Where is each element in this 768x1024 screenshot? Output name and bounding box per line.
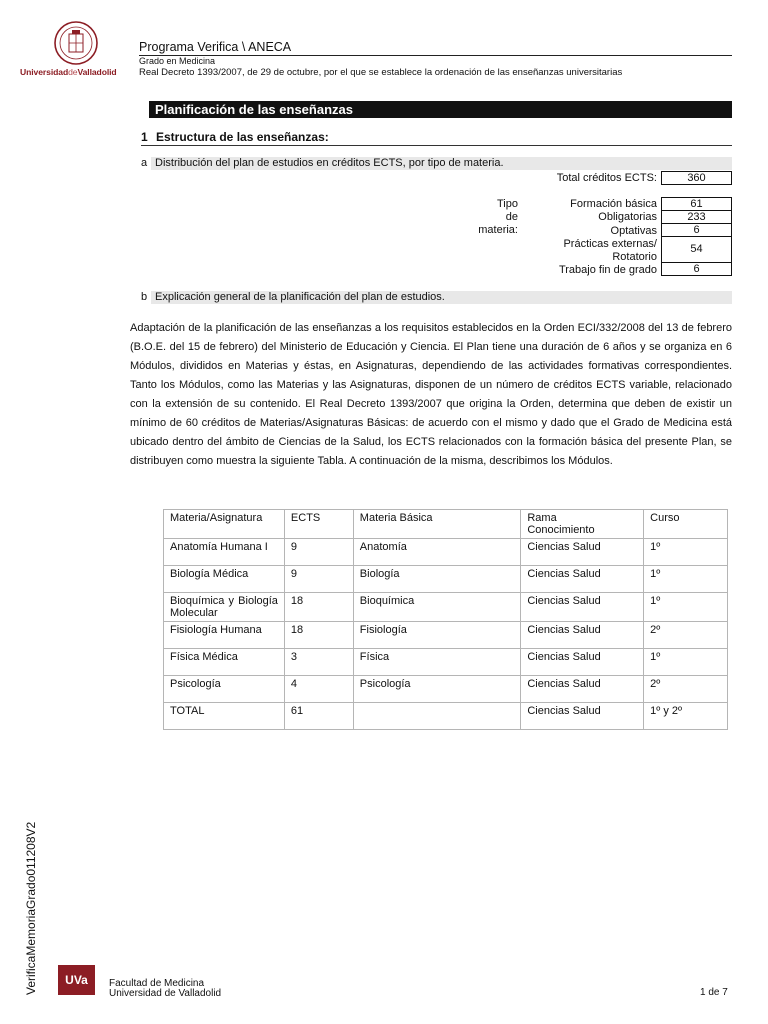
table-cell: TOTAL [164, 703, 285, 730]
footer-faculty: Facultad de Medicina [109, 978, 205, 989]
degree-name: Grado en Medicina [139, 56, 216, 66]
decree-text: Real Decreto 1393/2007, de 29 de octubre, por el que se establece la ordenación de las enseñanzas universitarias [139, 67, 623, 78]
table-cell: Fisiología [353, 622, 521, 649]
table-cell: Bioquímica y Biología Molecular [164, 593, 285, 622]
table-cell: Anatomía [353, 539, 521, 566]
table-cell: 1º [644, 593, 728, 622]
formacion-basica-label: Formación básica [570, 198, 657, 210]
table-cell: Psicología [353, 676, 521, 703]
subsection-b-title: Explicación general de la planificación del plan de estudios. [151, 291, 732, 304]
table-row [164, 649, 728, 676]
section-divider [141, 145, 732, 146]
table-cell: Bioquímica [353, 593, 521, 622]
program-title: Programa Verifica \ ANECA [139, 40, 292, 54]
table-cell: 9 [284, 566, 353, 593]
table-cell: Ciencias Salud [521, 622, 644, 649]
table-cell: Ciencias Salud [521, 593, 644, 622]
table-row [164, 593, 728, 622]
obligatorias-label: Obligatorias [598, 211, 657, 223]
total-credits-value: 360 [661, 171, 732, 185]
table-cell: 1º [644, 539, 728, 566]
total-credits-label: Total créditos ECTS: [556, 172, 657, 184]
subsection-b-letter: b [141, 291, 148, 303]
tipo-materia-label: Tipo de materia: [478, 198, 518, 236]
subsection-a-title: Distribución del plan de estudios en créditos ECTS, por tipo de materia. [151, 157, 732, 170]
table-cell [353, 703, 521, 730]
obligatorias-value: 233 [661, 210, 732, 224]
document-code-vertical: VerificaMemoriaGrado011208V2 [24, 821, 38, 995]
formacion-basica-value: 61 [661, 197, 732, 211]
table-cell: Ciencias Salud [521, 676, 644, 703]
table-header-row [164, 510, 728, 539]
practicas-label-line2: Rotatorio [612, 251, 657, 263]
table-cell: 18 [284, 622, 353, 649]
table-row [164, 676, 728, 703]
optativas-value: 6 [661, 223, 732, 237]
table-row [164, 622, 728, 649]
table-cell: Biología Médica [164, 566, 285, 593]
table-cell: Física [353, 649, 521, 676]
table-cell: Física Médica [164, 649, 285, 676]
practicas-label-line1: Prácticas externas/ [563, 238, 657, 250]
table-cell: 1º [644, 566, 728, 593]
table-header-cell: Curso [644, 510, 728, 539]
table-cell: Anatomía Humana I [164, 539, 285, 566]
table-cell: 61 [284, 703, 353, 730]
table-cell: Biología [353, 566, 521, 593]
subsection-a-letter: a [141, 157, 148, 169]
header-divider [139, 55, 732, 56]
section-number: 1 [141, 130, 148, 144]
trabajo-fin-value: 6 [661, 262, 732, 276]
table-total-row [164, 703, 728, 730]
table-cell: 1º [644, 649, 728, 676]
section-heading: Estructura de las enseñanzas: [156, 130, 329, 144]
table-header-cell: ECTS [284, 510, 353, 539]
table-cell: 1º y 2º [644, 703, 728, 730]
explanation-paragraph: Adaptación de la planificación de las enseñanzas a los requisitos establecidos en la Orden ECI/332/2008 del 13 de febrero (B.O.E. del 15 de febrero) del Ministerio de Educación y Ciencia. El Plan tiene una duración de 6 años y se organiza en 6 Módulos, divididos en Materias y éstas, en Asignaturas, dependiendo de las actividades formativas correspondientes. Tanto los Módulos, como las Materias y las Asignaturas, disponen de un número de créditos ECTS variable, relacionado con la extensión de su contenido. El Real Decreto 1393/2007 que origina la Orden, determina que deben de existir un mínimo de 60 créditos de Materias/Asignaturas Básicas: de acuerdo con el mismo y dado que el Grado de Medicina está ubicado dentro del ámbito de Ciencias de la Salud, los ECTS relacionados con la formación básica del presente Plan, se distribuyen como muestra la siguiente Tabla. A continuación de la misma, describimos los Módulos. [130, 322, 732, 467]
page-number: 1 de 7 [700, 987, 728, 998]
credits-values-column [661, 197, 732, 276]
table-row [164, 539, 728, 566]
table-row [164, 566, 728, 593]
table-cell: Ciencias Salud [521, 539, 644, 566]
table-cell: Fisiología Humana [164, 622, 285, 649]
section-title-bar: Planificación de las enseñanzas [149, 101, 732, 118]
table-cell: 9 [284, 539, 353, 566]
table-cell: 2º [644, 676, 728, 703]
table-cell: Ciencias Salud [521, 649, 644, 676]
table-header-cell: Materia Básica [353, 510, 521, 539]
university-logo-text: UniversidaddeValladolid [20, 67, 117, 77]
basic-subjects-table [163, 509, 728, 730]
table-cell: Psicología [164, 676, 285, 703]
university-seal-icon [53, 20, 99, 66]
table-header-cell: Rama Conocimiento [521, 510, 644, 539]
practicas-value: 54 [661, 236, 732, 263]
table-cell: Ciencias Salud [521, 566, 644, 593]
table-cell: Ciencias Salud [521, 703, 644, 730]
table-cell: 18 [284, 593, 353, 622]
table-cell: 3 [284, 649, 353, 676]
table-header-cell: Materia/Asignatura [164, 510, 285, 539]
table-cell: 4 [284, 676, 353, 703]
footer-university: Universidad de Valladolid [109, 988, 222, 999]
uva-badge: UVa [58, 965, 95, 995]
trabajo-fin-label: Trabajo fin de grado [558, 264, 657, 276]
optativas-label: Optativas [610, 225, 657, 237]
table-cell: 2º [644, 622, 728, 649]
